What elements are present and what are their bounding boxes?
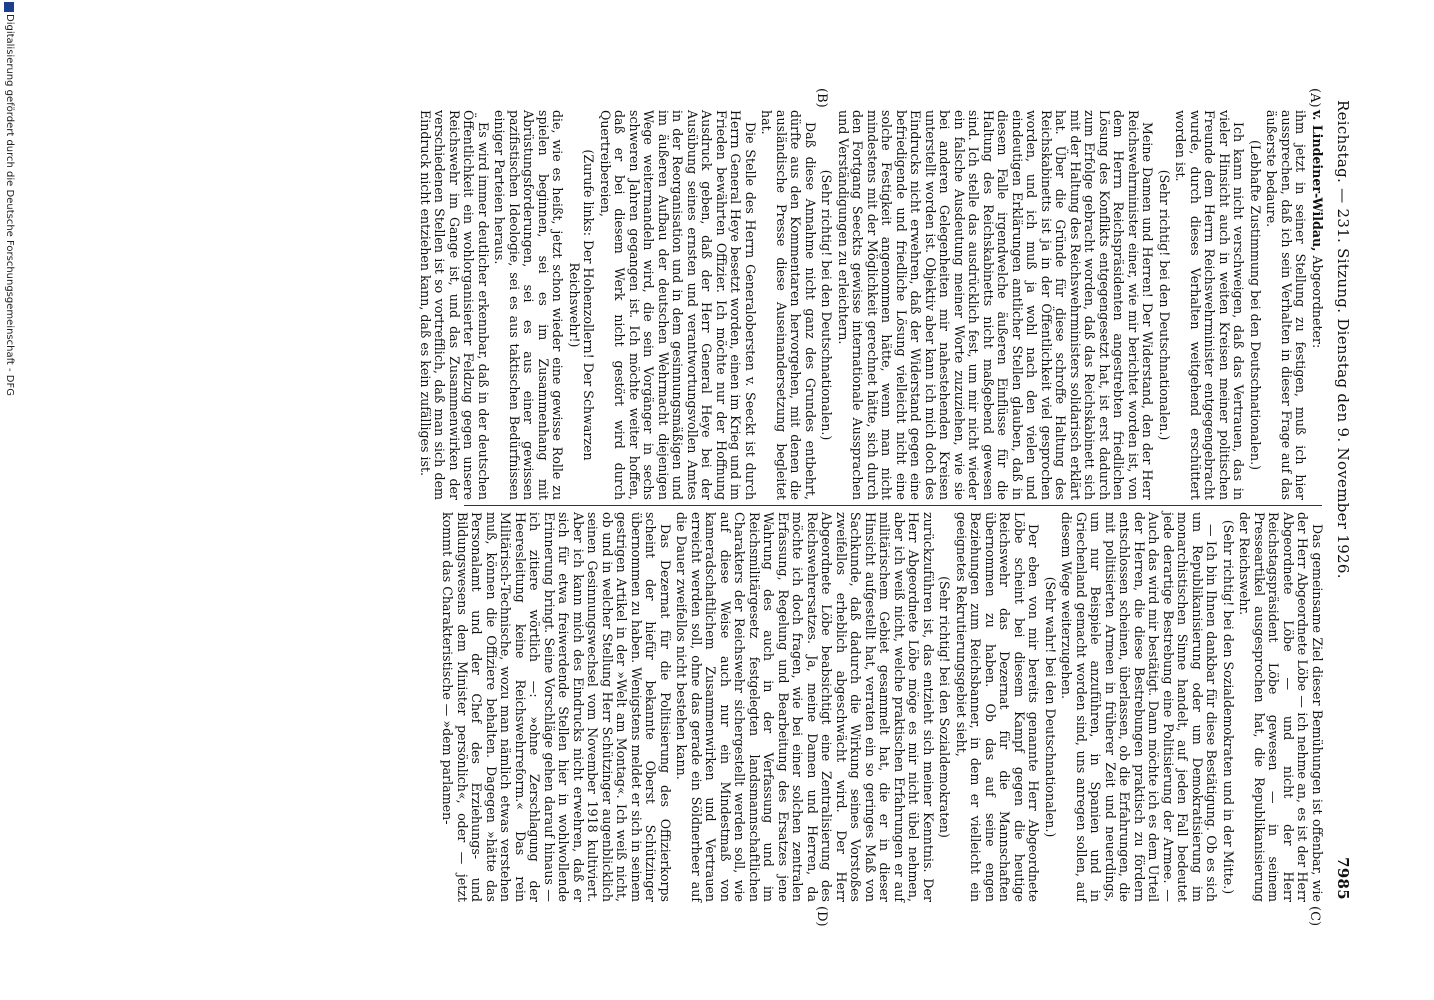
paragraph: zurückzuführen ist, das entzieht sich meiner Kenntnis. Der Herr Abgeordnete Löbe möge es mir nicht übel nehmen, aber ich weiß nicht, welche praktischen Erfahrungen er auf militärischem Gebiet gesammelt hat, die er in dieser Hinsicht aufgestellt hat, verraten ein so geringes Maß von Sachkunde, daß dadurch die Wirkung seines Vorstoßes zweifellos erheblich abgeschwächt wird. Der Herr Abgeordnete Löbe beabsichtigt eine Zentralisierung des Reichswehrersatzes. Ja, meine Damen und Herren, da möchte ich doch fragen, wie bei einer solchen zentralen Erfassung, Regelung und Bearbeitung des Ersatzes jene Wahrung des auch in der Verfassung und im Reichsmilitärgesetz festgelegten landsmannschaftlichen Charakters der Reichswehr sichergestellt werden soll, wie auf diese Weise auch nur ein Mindestmaß von kameradschaftlichem Zusammenwirken und Vertrauen erreicht werden soll, ohne das gerade ein Söldnerheer auf die Dauer zweifellos nicht bestehen kann. [674,512,936,902]
paragraph: — Ich bin Ihnen dankbar für diese Bestätigung. Ob es sich um Republikanisierung oder um Demokratisierung im monarchistischen Sinne handelt, auf jeden Fall bedeutet jede derartige Bestrebung eine Politisierung der Armee. — Auch das wird mir bestätigt. Dann möchte ich es dem Urteil der Herren, die diese Bestrebungen praktisch zu fördern entschlossen scheinen, überlassen, ob die Erfahrungen, die mit politisierten Armeen in früherer Zeit und neuerdings, um nur Beispiele anzuführen, in Spanien und in Griechenland gemacht worden sind, uns anregen sollen, auf diesem Wege weiterzugehen. [1059,512,1220,902]
interjection: (Sehr richtig! bei den Sozialdemokraten) [937,576,953,838]
right-column [440,512,1325,902]
paragraph: Meine Damen und Herren! Der Widerstand, den der Herr Reichswehrminister einer, wie mir berichtet worden ist, von dem Herrn Reichspräsidenten angestrebten friedlichen Lösung des Konflikts entgegengesetzt hat, ist erst dadurch zum Erfolge gebracht worden, daß das Reichskabinett sich mit der Haltung des Reichswehrministers solidarisch erklärt hat. Über die Gründe für diese schroffe Haltung des Reichskabinetts ist ja in der Öffentlichkeit viel gesprochen worden, und ich muß ja wohl nach den vielen und eindeutigen Erklärungen amtlicher Stellen glauben, daß in diesem Falle irgendwelche äußeren Einflüsse für die Haltung des Reichskabinetts nicht maßgebend gewesen sind. Ich stelle das ausdrücklich fest, um mir nicht wieder ein falsche Ausdeutung meiner Worte zuzuziehen, wie sie bei anderen Gelegenheiten mir nahestehenden Kreisen unterstellt worden ist. Objektiv aber kann ich mich doch des Eindrucks nicht erwehren, daß der Widerstand gegen eine befriedigende und friedliche Lösung vielleicht nicht eine solche Festigkeit angenommen hätte, wenn man nicht mindestens mit der Möglichkeit gerechnet hätte, sich durch den Fortgang Seeckts gewisse internationale Aussprachen und Verständigungen zu erleichtern. [836,110,1156,500]
interjection: (Sehr richtig! bei den Deutschnationalen.) [1157,169,1172,441]
page-header [1328,100,1352,900]
paragraph: Das gemeinsame Ziel dieser Bemühungen ist offenbar, wie der Herr Abgeordnete Löbe — ich nehme an, es ist der Herr Abgeordnete Löbe — und nicht der Herr Reichstagspräsident Löbe gewesen — in seinem Presseartikel ausgesprochen hat, die Republikanisierung der Reichswehr. [1237,512,1325,902]
interjection: (Lebhafte Zustimmung bei den Deutschnationalen.) [1248,139,1263,471]
left-column [418,110,1325,500]
paragraph: Der eben von mir bereits genannte Herr Abgeordnete Löbe scheint bei diesem Kampf gegen die heutige Reichswehr das Dezernat für die Mannschaften übernommen zu haben. Ob das auf seine engen Beziehungen zum Reichsbanner, in dem er vielleicht ein geeignetes Rekrutierungsgebiet sieht, [954,512,1042,902]
margin-marker-c: (C) [1307,906,1322,927]
interjection: (Sehr richtig! bei den Deutschnationalen.) [819,169,835,441]
column-divider [464,505,1322,506]
speaker-role: Abgeordneter: [1310,251,1325,349]
interjection: (Sehr richtig! bei den Sozialdemokraten und in der Mitte.) [1221,519,1236,895]
margin-marker-b: (B) [814,88,829,108]
margin-marker-d: (D) [814,906,829,927]
speaker-name: v. Lindeiner-Wildau, [1310,110,1325,252]
paragraph: Es wird immer deutlicher erkennbar, daß in der deutschen Öffentlichkeit ein wohlorganisierter Feldzug gegen unsere Reichswehr im Gange ist, und das Zusammenwirken der verschiedenen Stellen ist so vortrefflich, daß man sich dem Eindruck nicht entziehen kann, daß es kein zufälliges ist. [418,110,491,500]
digitization-footer [0,0,16,1000]
header-title: Reichstag. — 231. Sitzung. Dienstag den 9. November 1926. [1334,100,1352,579]
dfg-logo [4,2,14,12]
footer-text: Digitalisierung gefördert durch die Deutsche Forschungsgemeinschaft - DFG [4,14,15,397]
margin-marker-a: (A) [1307,88,1322,108]
paragraph: die, wie es heißt, jetzt schon wieder eine gewisse Rolle zu spielen beginnen, sei es im Zusammenhang mit Abrüstungsforderungen, sei es aus einer gewissen pazifistischen Ideologie, sei es aus taktischen Bedürfnissen einiger Parteien heraus. [492,110,566,500]
paragraph: Ich kann nicht verschweigen, daß das Vertrauen, das in vieler Hinsicht auch in weiten Kreisen meiner politischen Freunde dem Herrn Reichswehrminister entgegengebracht wurde, durch dieses Verhalten weitgehend erschüttert worden ist. [1173,110,1247,500]
interjection: (Sehr wahr! bei den Deutschnationalen.) [1043,576,1058,838]
paragraph: ihm jetzt in seiner Stellung zu festigen, muß ich hier aussprechen, daß ich sein Verhalten in dieser Frage auf das äußerste bedaure. [1264,110,1309,500]
paragraph [1310,110,1325,500]
paragraph: Die Stelle des Herrn Generalobersten v. Seeckt ist durch Herrn General Heye besetzt worden, einen im Krieg und im Frieden bewährten Offizier. Ich möchte nur der Hoffnung Ausdruck geben, daß der Herr General Heye bei der Ausübung seines ernsten und verantwortungsvollen Amtes in der Reorganisation und in dem gesinnungsmäßigen und im äußeren Aufbau der deutschen Wehrmacht diejenigen Wege weitermandeln wird, die sein Vorgänger in sechs schweren Jahren gegangen ist. Ich möchte weiter hoffen, daß er bei diesem Werk nicht gestört wird durch Quertreibereien, [598,110,758,500]
interjection: (Zurufe links: Der Hohenzollern! Der Schwarzen Reichswehr!) [567,149,597,461]
paragraph: Das Dezernat für die Politisierung des Offizierkorps scheint der hiefür bekannte Oberst Schützinger übernommen zu haben. Wenigstens meldet er sich in seinem gestrigen Artikel in der »Welt am Montag«. Ich weiß nicht, ob und in welcher Stellung Herr Schützinger augenblicklich seinen Gesinnungswechsel vom November 1918 kultiviert. Aber ich kann mich des Eindrucks nicht erwehren, daß er sich für etwa freiwerdende Stellen hier in wohlwollende Erinnerung bringt. Seine Vorschläge gehen darauf hinaus — ich zitiere wörtlich —: »ohne Zerschlagung der Heeresleitung keine Reichswehrreform.« Das rein Militärisch-Technische, wozu man nämlich etwas verstehen muß, können die Offiziere behalten. Dagegen »hätte das Personalamt und der Chef des Erziehungs- und Bildungswesens dem Minister persönlich«, oder — jetzt kommt das Charakteristische — »dem parlamen- [440,512,673,902]
page-number: 7985 [1334,857,1352,900]
paragraph: Daß diese Annahme nicht ganz des Grundes entbehrt, dürfte aus den Kommentaren hervorgehen, mit denen die ausländische Presse diese Auseinandersetzung begleitet hat. [759,110,818,500]
